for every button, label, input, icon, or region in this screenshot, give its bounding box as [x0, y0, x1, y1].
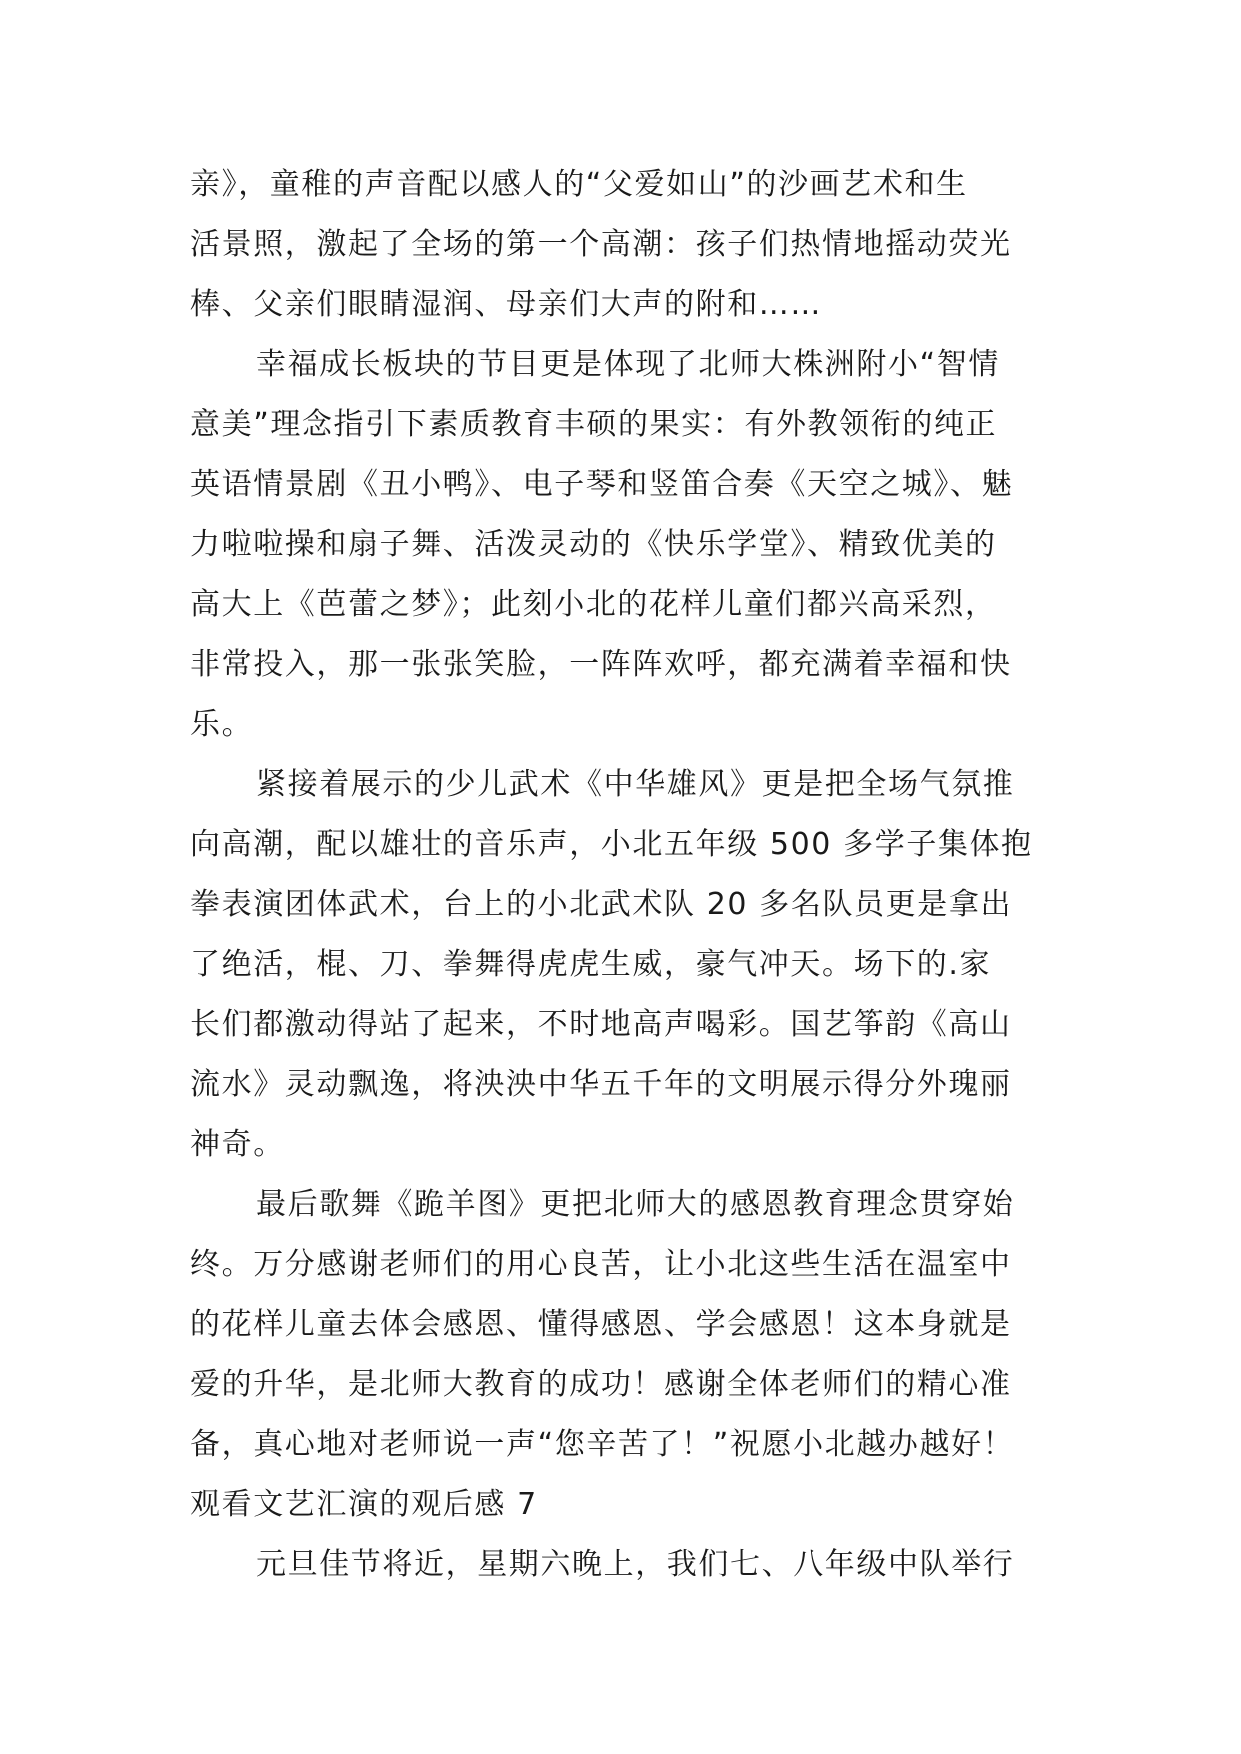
paragraph-first-line: 元旦佳节将近，星期六晚上，我们七、八年级中队举行	[256, 1547, 1015, 1582]
text-line: 非常投入，那一张张笑脸，一阵阵欢呼，都充满着幸福和快	[190, 647, 1012, 682]
text-line: 终。万分感谢老师们的用心良苦，让小北这些生活在温室中	[190, 1247, 1012, 1282]
text-line: 长们都激动得站了起来，不时地高声喝彩。国艺筝韵《高山	[190, 1007, 1012, 1042]
text-line: 的花样儿童去体会感恩、懂得感恩、学会感恩！这本身就是	[190, 1307, 1012, 1342]
text-line: 备，真心地对老师说一声“您辛苦了！”祝愿小北越办越好！	[190, 1427, 1015, 1462]
paragraph-first-line: 幸福成长板块的节目更是体现了北师大株洲附小“智情	[256, 347, 1000, 382]
text-line: 力啦啦操和扇子舞、活泼灵动的《快乐学堂》、精致优美的	[190, 527, 997, 562]
text-line: 流水》灵动飘逸，将泱泱中华五千年的文明展示得分外瑰丽	[190, 1067, 1012, 1102]
text-line: 意美”理念指引下素质教育丰硕的果实：有外教领衔的纯正	[190, 407, 998, 442]
paragraph-first-line: 最后歌舞《跪羊图》更把北师大的感恩教育理念贯穿始	[256, 1187, 1015, 1222]
text-line: 了绝活，棍、刀、拳舞得虎虎生威，豪气冲天。场下的.家	[190, 947, 992, 982]
text-line: 向高潮，配以雄壮的音乐声，小北五年级 500 多学子集体抱	[190, 827, 1033, 862]
text-line: 爱的升华，是北师大教育的成功！感谢全体老师们的精心准	[190, 1367, 1012, 1402]
text-line: 活景照，激起了全场的第一个高潮：孩子们热情地摇动荧光	[190, 227, 1012, 262]
text-line: 神奇。	[190, 1127, 285, 1162]
text-line: 拳表演团体武术，台上的小北武术队 20 多名队员更是拿出	[190, 887, 1013, 922]
section-heading: 观看文艺汇演的观后感 7	[190, 1487, 538, 1522]
paragraph-first-line: 紧接着展示的少儿武术《中华雄风》更是把全场气氛推	[256, 767, 1015, 802]
text-line: 乐。	[190, 707, 254, 742]
text-line: 亲》，童稚的声音配以感人的“父爱如山”的沙画艺术和生	[190, 167, 968, 202]
text-line: 高大上《芭蕾之梦》；此刻小北的花样儿童们都兴高采烈，	[190, 587, 997, 622]
text-line: 棒、父亲们眼睛湿润、母亲们大声的附和……	[190, 287, 822, 322]
text-line: 英语情景剧《丑小鸭》、电子琴和竖笛合奏《天空之城》、魅	[190, 467, 1014, 502]
